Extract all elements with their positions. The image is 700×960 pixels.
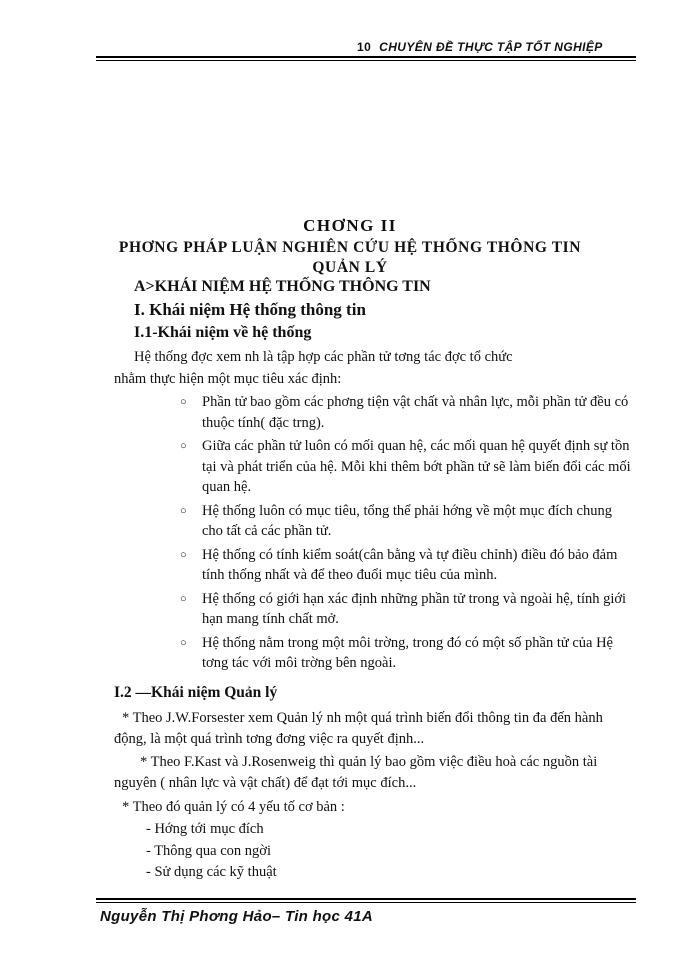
list-item: ○ Hệ thống nằm trong một môi trờng, trong đó có một số phần tử của Hệ tơng tác với môi trờng bên ngoài. — [180, 634, 613, 671]
chapter-title-line1: PHƠNG PHÁP LUẬN NGHIÊN CỨU HỆ THỐNG THÔNG TIN — [118, 239, 582, 256]
circle-bullet-icon: ○ — [180, 636, 187, 649]
chapter-label: CHƠNG II — [303, 216, 397, 235]
intro-line-2: nhằm thực hiện một mục tiêu xác định: — [114, 371, 342, 387]
paragraph-four-elements: * Theo đó quản lý có 4 yếu tố cơ bản : — [122, 799, 345, 815]
circle-bullet-icon: ○ — [180, 592, 187, 605]
list-item: ○ Phần tử bao gồm các phơng tiện vật chất và nhân lực, mỗi phần tử đều có thuộc tính( đặc trng). — [180, 394, 629, 431]
chapter-title-line2: QUẢN LÝ — [312, 259, 388, 276]
paragraph-forsester: * Theo J.W.Forsester xem Quản lý nh một quá trình biến đổi thông tin đa đến hành động, là một quá trình tơng đơng việc ra quyết định... — [114, 710, 603, 747]
circle-bullet-icon: ○ — [180, 396, 187, 408]
list-item: ○ Hệ thống có tính kiểm soát(cân bằng và tự điều chỉnh) điều đó bảo đảm tính thống nhất và để theo đuổi mục tiêu của mình. — [180, 546, 618, 583]
list-item: ○ Giữa các phần tử luôn có mối quan hệ, các mối quan hệ quyết định sự tồn tại và phát triển của hệ. Mỗi khi thêm bớt phần tử sẽ làm biến đổi các mối quan hệ. — [180, 438, 631, 495]
heading-1-2: I.2 —Khái niệm Quản lý — [114, 684, 278, 701]
header-title: CHUYÊN ĐỀ THỰC TẬP TỐT NGHIỆP — [379, 40, 603, 54]
footer-rule-thick — [96, 898, 636, 900]
system-properties-list — [180, 392, 636, 677]
paragraph-kast: * Theo F.Kast và J.Rosenweig thì quản lý bao gồm việc điều hoà các nguồn tài nguyên ( nhân lực và vật chất) để đạt tới mục đích... — [114, 754, 598, 791]
element-item: - Sử dụng các kỹ thuật — [146, 864, 277, 880]
intro-line-1: Hệ thống đợc xem nh là tập hợp các phần tử tơng tác đợc tổ chức — [134, 349, 513, 365]
element-item: - Hớng tới mục đích — [146, 821, 264, 837]
page-header — [357, 40, 637, 54]
chapter-title — [0, 238, 700, 278]
page-number: 10 — [357, 40, 372, 54]
heading-1: I. Khái niệm Hệ thống thông tin — [134, 300, 366, 319]
list-item: ○ Hệ thống luôn có mục tiêu, tổng thể phải hớng về một mục đích chung cho tất cả các phần tử. — [180, 502, 612, 539]
page-footer: Nguyễn Thị Phơng Hảo– Tin học 41A — [100, 908, 374, 925]
header-rule-thick — [96, 56, 636, 58]
list-item: ○ Hệ thống có giới hạn xác định những phần tử trong và ngoài hệ, tính giới hạn mang tính chất mở. — [180, 590, 627, 627]
header-rule-thin — [96, 60, 636, 61]
section-a-heading: A>KHÁI NIỆM HỆ THỐNG THÔNG TIN — [134, 278, 431, 295]
circle-bullet-icon: ○ — [180, 504, 187, 517]
element-item: - Thông qua con ngời — [146, 843, 271, 859]
footer-rule-thin — [96, 902, 636, 903]
heading-1-1: I.1-Khái niệm về hệ thống — [134, 324, 312, 341]
circle-bullet-icon: ○ — [180, 548, 187, 561]
circle-bullet-icon: ○ — [180, 440, 187, 452]
